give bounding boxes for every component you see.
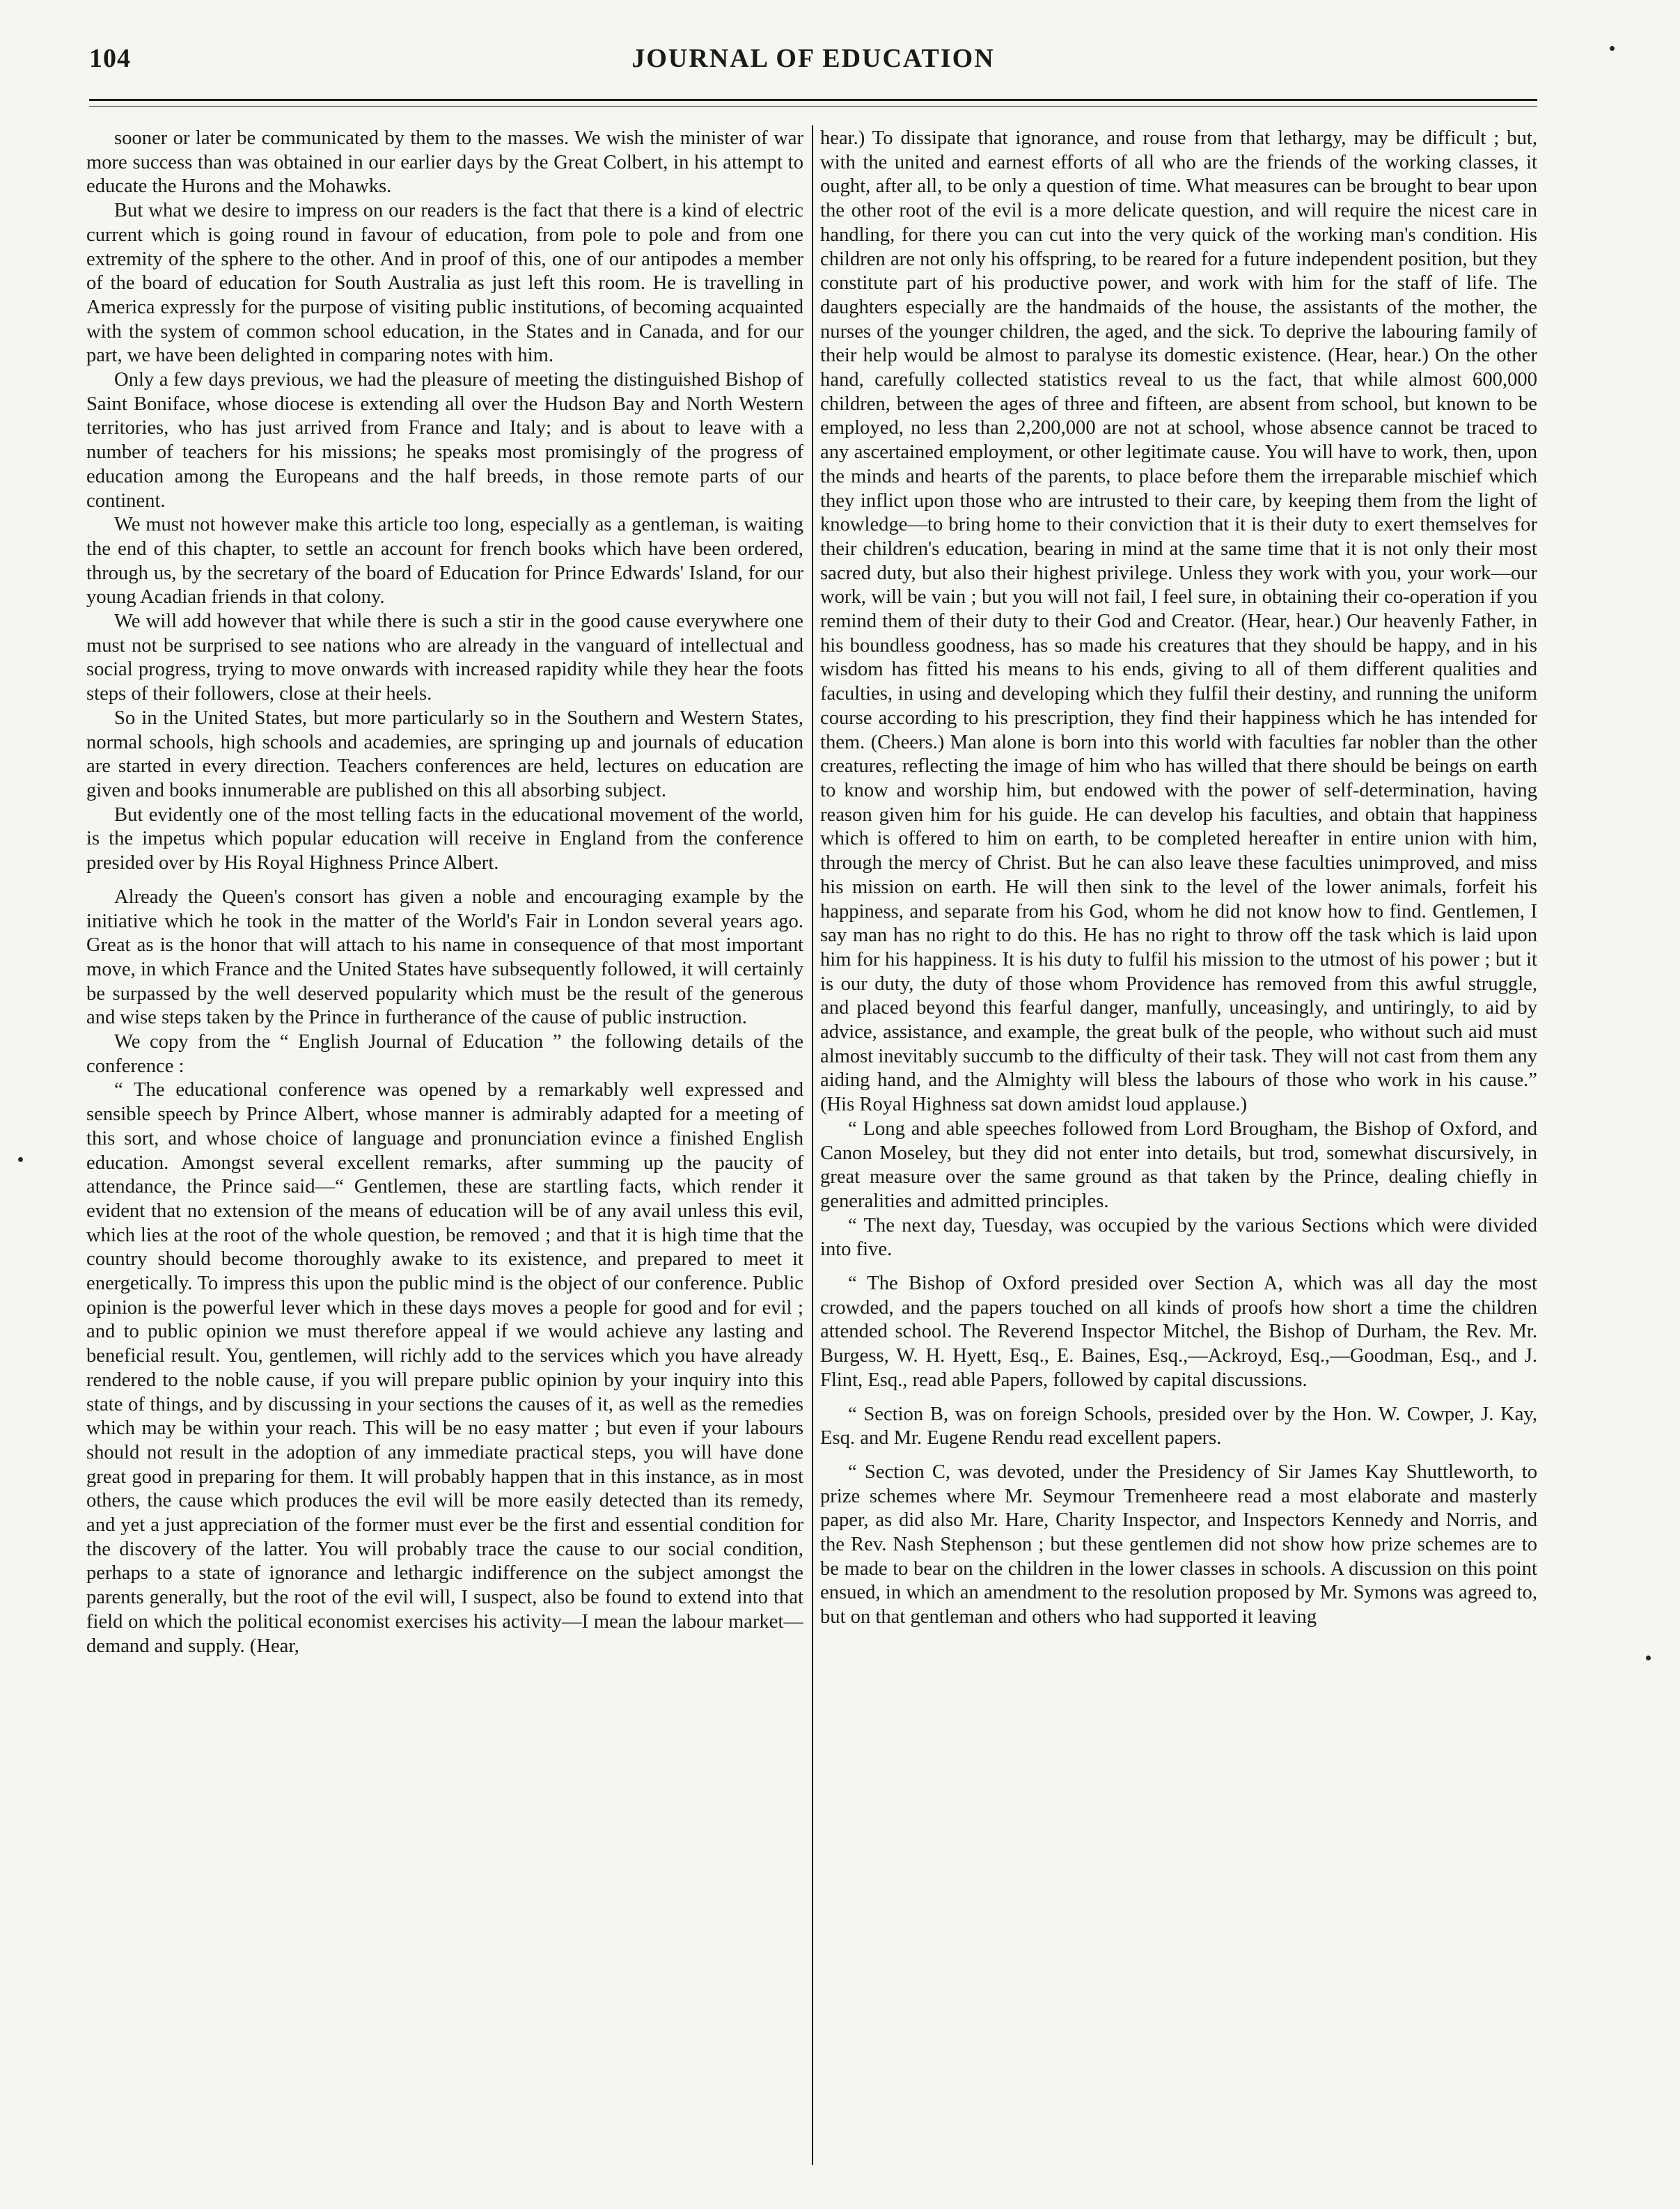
header-rule-thin [89,106,1537,107]
paragraph: Only a few days previous, we had the pleasure of meeting the distinguished Bishop of Saint Boniface, whose diocese is extending all over the Hudson Bay and North Western territories, who has just arrived from France and Italy; and is about to leave with a number of teachers for his missions; he speaks most promisingly of the progress of education among the Europeans and the half breeds, in those remote parts of our continent. [86,369,803,512]
paragraph: But evidently one of the most telling facts in the educational movement of the world, is the impetus which popular education will receive in England from the conference presided over by His Royal Highness Prince Albert. [86,803,803,874]
ink-speck [1610,46,1615,51]
column-divider [812,125,813,2165]
ink-speck [18,1157,23,1162]
paragraph: “ The educational conference was opened by a remarkably well expressed and sensible speech by Prince Albert, whose manner is admirably adapted for a meeting of this sort, and whose choice of language and pronunciation evince a finished English education. Amongst several excellent remarks, after summing up the paucity of attendance, the Prince said—“ Gentlemen, these are startling facts, which render it evident that no extension of the means of education will be of any avail unless this evil, which lies at the root of the whole question, be removed ; and that it is high time that the country should become thoroughly awake to its existence, and prepared to meet it energetically. To impress this upon the public mind is the object of our conference. Public opinion is the powerful lever which in these days moves a people for good and for evil ; and to public opinion we must therefore appeal if we would achieve any lasting and beneficial result. You, gentlemen, will richly add to the services which you have already rendered to the noble cause, if you will prepare public opinion by your inquiry into this state of things, and by discussing in your sections the causes of it, as well as the remedies which may be within your reach. This will be no easy matter ; but even if your labours should not result in the adoption of any immediate practical steps, you will have done great good in preparing for them. It will probably happen that in this instance, as in most others, the cause which produces the evil will be more easily detected than its remedy, and yet a just appreciation of the former must ever be the first and essential condition for the discovery of the latter. You will probably trace the cause to our social condition, perhaps to a state of ignorance and lethargic indifference on the subject amongst the parents generally, but the root of the evil will, I suspect, also be found to extend into that field on which the political economist exercises his activity—I mean the labour market—demand and supply. (Hear, [86,1079,803,1657]
page-number: 104 [89,44,131,73]
paragraph: But what we desire to impress on our readers is the fact that there is a kind of electric current which is going round in favour of education, from pole to pole and from one extremity of the sphere to the other. And in proof of this, one of our antipodes a member of the board of education for South Australia as just left this room. He is travelling in America expressly for the purpose of visiting public institutions, of becoming acquainted with the system of common school education, in the States and in Canada, and for our part, we have been delighted in comparing notes with him. [86,200,803,367]
paragraph: We will add however that while there is such a stir in the good cause everywhere one must not be surprised to see nations who are already in the vanguard of intellectual and social progress, trying to move onwards with increased rapidity while they hear the foots steps of their followers, close at their heels. [86,611,803,705]
right-column [820,127,1537,2160]
ink-speck [1646,1656,1651,1660]
paragraph: So in the United States, but more particularly so in the Southern and Western States, normal schools, high schools and academies, are springing up and journals of education are started in every direction. Teachers conferences are held, lectures on education are given and books innumerable are published on this all absorbing subject. [86,707,803,801]
paragraph: We must not however make this article too long, especially as a gentleman, is waiting the end of this chapter, to settle an account for french books which have been ordered, through us, by the secretary of the board of Education for Prince Edwards' Island, for our young Acadian friends in that colony. [86,514,803,608]
paragraph: sooner or later be communicated by them to the masses. We wish the minister of war more success than was obtained in our earlier days by the Great Colbert, in his attempt to educate the Hurons and the Mohawks. [86,127,803,198]
header-rule [89,99,1537,101]
paragraph: “ The next day, Tuesday, was occupied by the various Sections which were divided into five. [820,1214,1537,1261]
paragraph: We copy from the “ English Journal of Education ” the following details of the conference : [86,1031,803,1077]
running-title: JOURNAL OF EDUCATION [631,44,995,73]
page-header [89,43,1537,78]
paragraph: Already the Queen's consort has given a noble and encouraging example by the initiative which he took in the matter of the World's Fair in London several years ago. Great as is the honor that will attach to his name in consequence of that most important move, in which France and the United States have subsequently followed, it will certainly be surpassed by the well deserved popularity which must be the result of the generous and wise steps taken by the Prince in furtherance of the cause of public instruction. [86,886,803,1029]
paragraph: “ Section B, was on foreign Schools, presided over by the Hon. W. Cowper, J. Kay, Esq. and Mr. Eugene Rendu read excellent papers. [820,1403,1537,1449]
paragraph: “ The Bishop of Oxford presided over Section A, which was all day the most crowded, and the papers touched on all kinds of proofs how short a time the children attended school. The Reverend Inspector Mitchel, the Bishop of Durham, the Rev. Mr. Burgess, W. H. Hyett, Esq., E. Baines, Esq.,—Ackroyd, Esq.,—Goodman, Esq., and J. Flint, Esq., read able Papers, followed by capital discussions. [820,1273,1537,1391]
paragraph: hear.) To dissipate that ignorance, and rouse from that lethargy, may be difficult ; but, with the united and earnest efforts of all who are the friends of the working classes, it ought, after all, to be only a question of time. What measures can be brought to bear upon the other root of the evil is a more delicate question, and will require the nicest care in handling, for there you can cut into the very quick of the working man's condition. His children are not only his offspring, to be reared for a future independent position, but they constitute part of his productive power, and work with him for the staff of life. The daughters especially are the handmaids of the house, the assistants of the mother, the nurses of the younger children, the aged, and the sick. To deprive the labouring family of their help would be almost to paralyse its domestic existence. (Hear, hear.) On the other hand, carefully collected statistics reveal to us the fact, that while almost 600,000 children, between the ages of three and fifteen, are absent from school, but known to be employed, no less than 2,200,000 are not at school, whose absence cannot be traced to any ascertained employment, or other legitimate cause. You will have to work, then, upon the minds and hearts of the parents, to place before them the irreparable mischief which they inflict upon those who are intrusted to their care, by keeping them from the light of knowledge—to bring home to their conviction that it is their duty to exert themselves for their children's education, bearing in mind at the same time that it is not only their most sacred duty, but also their highest privilege. Unless they work with you, your work—our work, will be vain ; but you will not fail, I feel sure, in obtaining their co-operation if you remind them of their duty to their God and Creator. (Hear, hear.) Our heavenly Father, in his boundless goodness, has so made his creatures that they should be happy, and in his wisdom has fitted his means to his ends, giving to all of them different qualities and faculties, in using and developing which they fulfil their destiny, and running the uniform course according to his prescription, they find their happiness which he has intended for them. (Cheers.) Man alone is born into this world with faculties far nobler than the other creatures, reflecting the image of him who has willed that there should be beings on earth to know and worship him, but endowed with the power of self-determination, having reason given him for his guide. He can develop his faculties, and obtain that happiness which is offered to him on earth, to be completed hereafter in entire union with him, through the mercy of Christ. But he can also leave these faculties unimproved, and miss his mission on earth. He will then sink to the level of the lower animals, forfeit his happiness, and separate from his God, whom he did not know how to find. Gentlemen, I say man has no right to do this. He has no right to throw off the task which is laid upon him for his happiness. It is his duty to fulfil his mission to the utmost of his power ; but it is our duty, the duty of those whom Providence has removed from this awful struggle, and placed beyond this fearful danger, manfully, unceasingly, and untiringly, to aid by advice, assistance, and example, the great bulk of the people, who without such aid must almost inevitably succumb to the difficulty of their task. They will not cast from them any aiding hand, and the Almighty will bless the labours of those who work in his cause.” (His Royal Highness sat down amidst loud applause.) [820,127,1537,1116]
paragraph: “ Section C, was devoted, under the Presidency of Sir James Kay Shuttleworth, to prize schemes where Mr. Seymour Tremenheere read a most elaborate and masterly paper, as did also Mr. Hare, Charity Inspector, and Inspectors Kennedy and Norris, and the Rev. Nash Stephenson ; but these gentlemen did not show how prize schemes are to be made to bear on the children in the lower classes in schools. A discussion on this point ensued, in which an amendment to the resolution proposed by Mr. Symons was agreed to, but on that gentleman and others who had supported it leaving [820,1461,1537,1628]
left-column [86,127,803,2160]
paragraph: “ Long and able speeches followed from Lord Brougham, the Bishop of Oxford, and Canon Moseley, but they did not enter into details, but trod, somewhat discursively, in great measure over the same ground as that taken by the Prince, dealing chiefly in generalities and admitted principles. [820,1117,1537,1212]
